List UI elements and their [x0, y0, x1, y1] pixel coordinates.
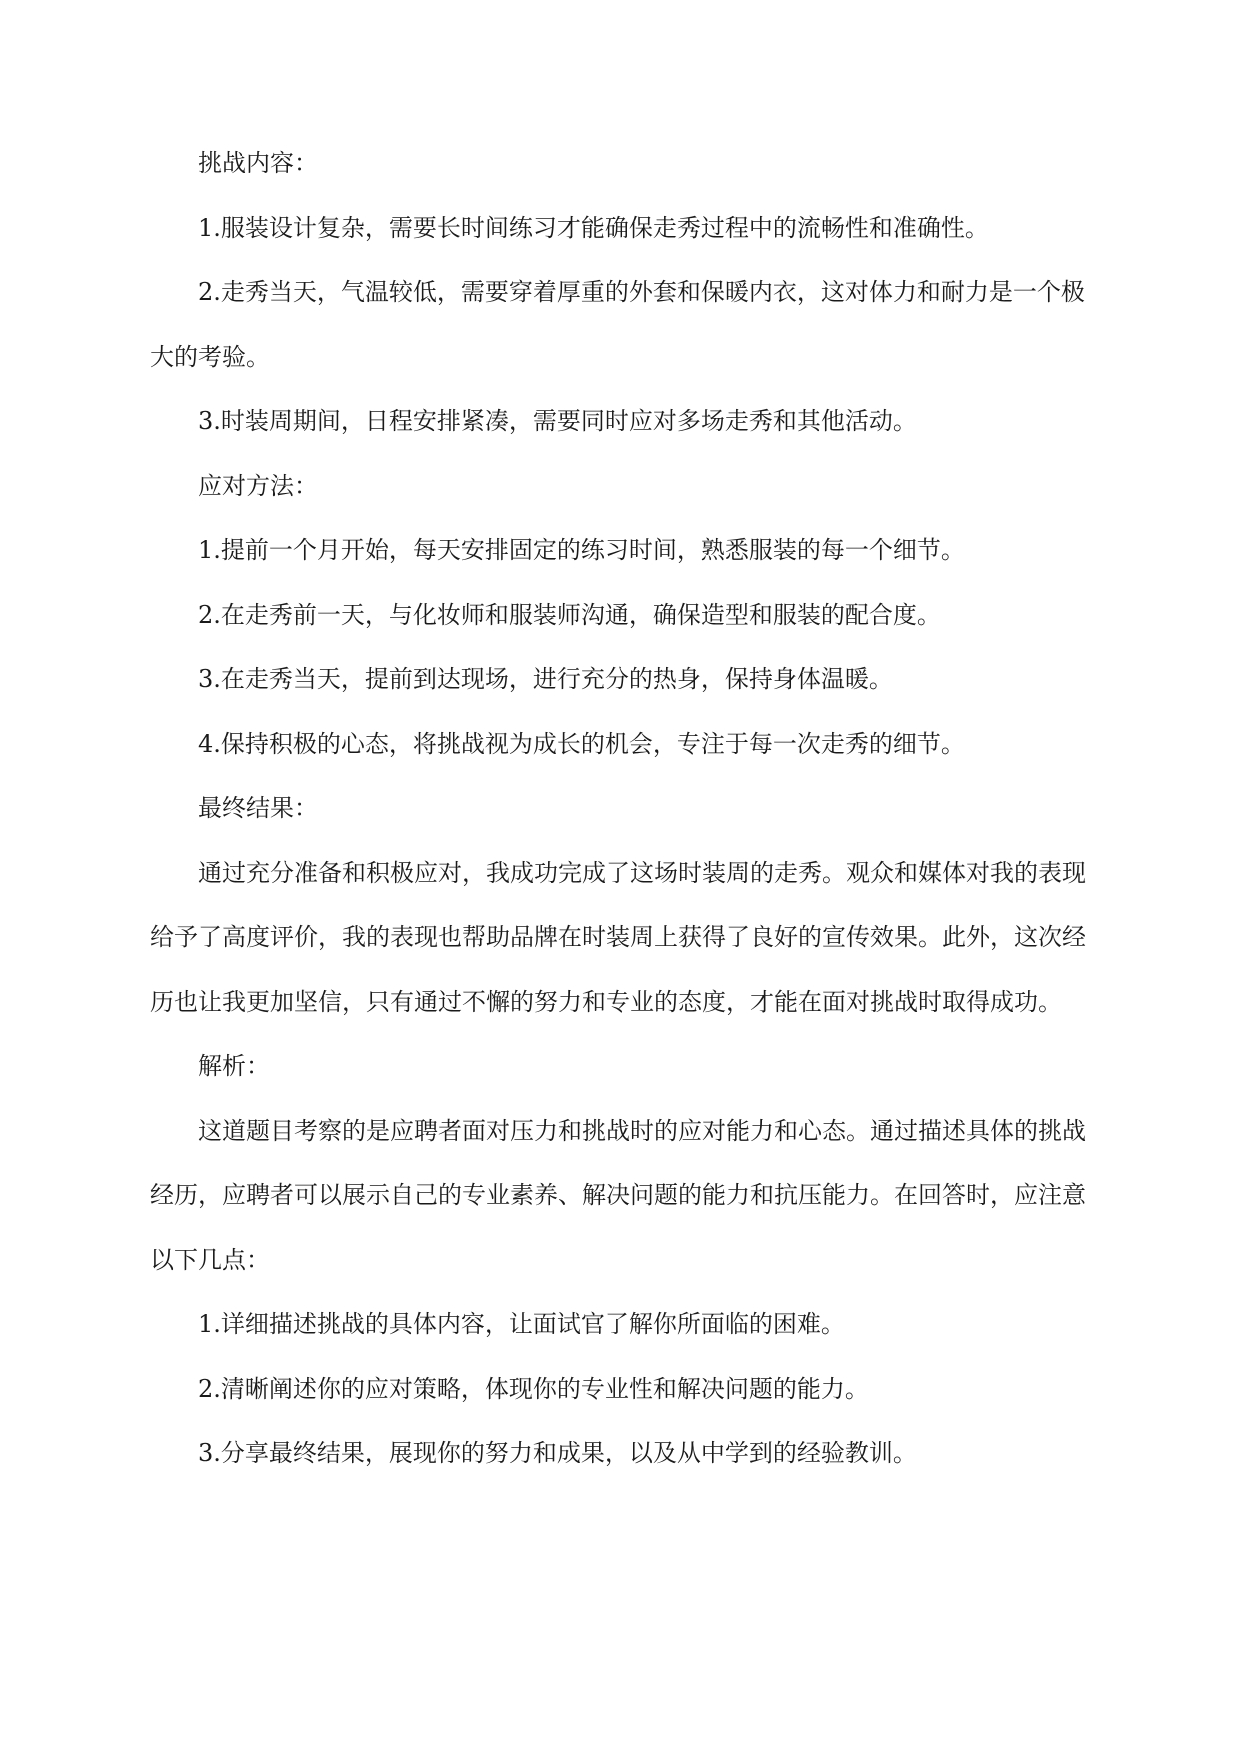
- challenge-item-1: 1.服装设计复杂，需要长时间练习才能确保走秀过程中的流畅性和准确性。: [198, 213, 989, 242]
- analysis-item-2: 2.清晰阐述你的应对策略，体现你的专业性和解决问题的能力。: [198, 1374, 869, 1403]
- analysis-paragraph: 这道题目考察的是应聘者面对压力和挑战时的应对能力和心态。通过描述具体的挑战经历，应聘者可以展示自己的专业素养、解决问题的能力和抗压能力。在回答时，应注意以下几点：: [150, 1116, 1086, 1274]
- document-body: [150, 131, 1095, 1486]
- section-heading-result: 最终结果：: [198, 794, 318, 822]
- result-paragraph: 通过充分准备和积极应对，我成功完成了这场时装周的走秀。观众和媒体对我的表现给予了高度评价，我的表现也帮助品牌在时装周上获得了良好的宣传效果。此外，这次经历也让我更加坚信，只有通过不懈的努力和专业的态度，才能在面对挑战时取得成功。: [150, 858, 1086, 1016]
- method-item-1: 1.提前一个月开始，每天安排固定的练习时间，熟悉服装的每一个细节。: [198, 536, 965, 564]
- analysis-item-1: 1.详细描述挑战的具体内容，让面试官了解你所面临的困难。: [198, 1310, 845, 1338]
- section-heading-analysis: 解析：: [198, 1052, 270, 1080]
- analysis-item-3: 3.分享最终结果，展现你的努力和成果，以及从中学到的经验教训。: [198, 1439, 917, 1467]
- section-heading-method: 应对方法：: [198, 471, 318, 500]
- method-item-3: 3.在走秀当天，提前到达现场，进行充分的热身，保持身体温暖。: [198, 665, 893, 693]
- method-item-4: 4.保持积极的心态，将挑战视为成长的机会，专注于每一次走秀的细节。: [198, 729, 965, 758]
- method-item-2: 2.在走秀前一天，与化妆师和服装师沟通，确保造型和服装的配合度。: [198, 600, 941, 629]
- challenge-item-2: 2.走秀当天，气温较低，需要穿着厚重的外套和保暖内衣，这对体力和耐力是一个极大的考验。: [150, 278, 1085, 371]
- challenge-item-3: 3.时装周期间，日程安排紧凑，需要同时应对多场走秀和其他活动。: [198, 407, 917, 435]
- section-heading-challenge: 挑战内容：: [198, 149, 318, 177]
